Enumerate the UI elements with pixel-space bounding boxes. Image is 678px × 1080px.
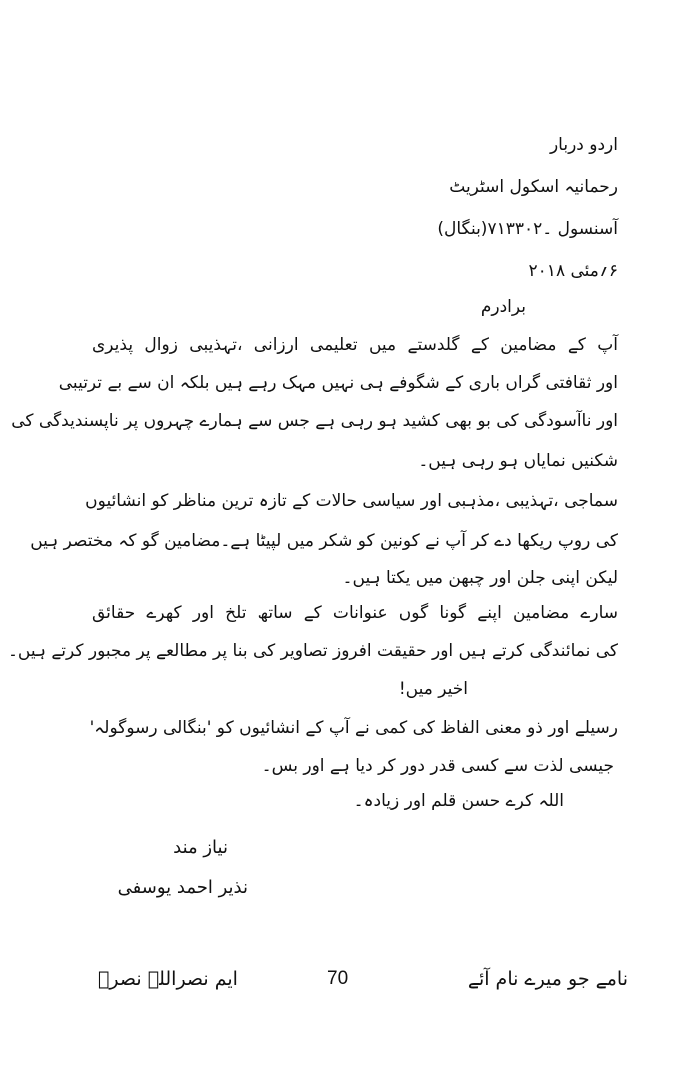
signatory-name: نذیر احمد یوسفی	[117, 877, 248, 898]
paragraph-2-line-1: سماجی ،تہذیبی ،مذہبی اور سیاسی حالات کے تازہ ترین مناظر کو انشائیوں	[85, 491, 618, 511]
address-line-3: آسنسول ۔۷۱۳۳۰۲(بنگال)	[437, 219, 618, 239]
running-footer-book-title: نامے جو میرے نام آئے	[467, 968, 628, 990]
closing-line-3: اللہ کرے حسن قلم اور زیادہ۔	[353, 791, 564, 811]
address-line-1: اردو دربار	[549, 135, 618, 155]
paragraph-2-line-2: کی روپ ریکھا دے کر آپ نے کونین کو شکر میں لپیٹا ہے۔مضامین گو کہ مختصر ہیں	[30, 531, 618, 551]
paragraph-1-line-1: آپ کے مضامین کے گلدستے میں تعلیمی ارزانی ،تہذیبی زوال پذیری	[92, 335, 618, 355]
paragraph-2-line-3: لیکن اپنی جلن اور چبھن میں یکتا ہیں۔	[342, 568, 618, 588]
salutation: برادرم	[480, 297, 526, 317]
paragraph-1-line-3: اور ناآسودگی کی بو بھی کشید ہو رہی ہے جس سے ہمارے چہروں پر ناپسندیدگی کی	[11, 411, 618, 431]
paragraph-3-line-2: کی نمائندگی کرتے ہیں اور حقیقت افروز تصاویر کی بنا پر مطالعے پر مجبور کرتے ہیں۔	[7, 641, 618, 661]
paragraph-1-line-4: شکنیں نمایاں ہو رہی ہیں۔	[418, 451, 618, 471]
paragraph-1-line-2: اور ثقافتی گراں باری کے شگوفے ہی نہیں مہک رہے ہیں بلکہ ان سے بے ترتیبی	[58, 373, 618, 393]
letter-date: ۶؍مئی ۲۰۱۸	[528, 261, 618, 281]
closing-line-1: رسیلے اور ذو معنی الفاظ کی کمی نے آپ کے انشائیوں کو 'بنگالی رسوگولہ'	[89, 718, 618, 738]
address-line-2: رحمانیہ اسکول اسٹریٹ	[449, 177, 618, 197]
valediction: نیاز مند	[173, 837, 228, 858]
page-number: 70	[327, 968, 349, 989]
closing-line-2: جیسی لذت سے کسی قدر دور کر دیا ہے اور بس۔	[261, 756, 614, 776]
running-footer-author: ایم نصراللہ نصرؔ	[98, 968, 238, 990]
paragraph-3-line-1: سارے مضامین اپنے گونا گوں عنوانات کے ساتھ تلخ اور کھرے حقائق	[92, 603, 618, 623]
closing-heading: اخیر میں!	[398, 679, 468, 699]
